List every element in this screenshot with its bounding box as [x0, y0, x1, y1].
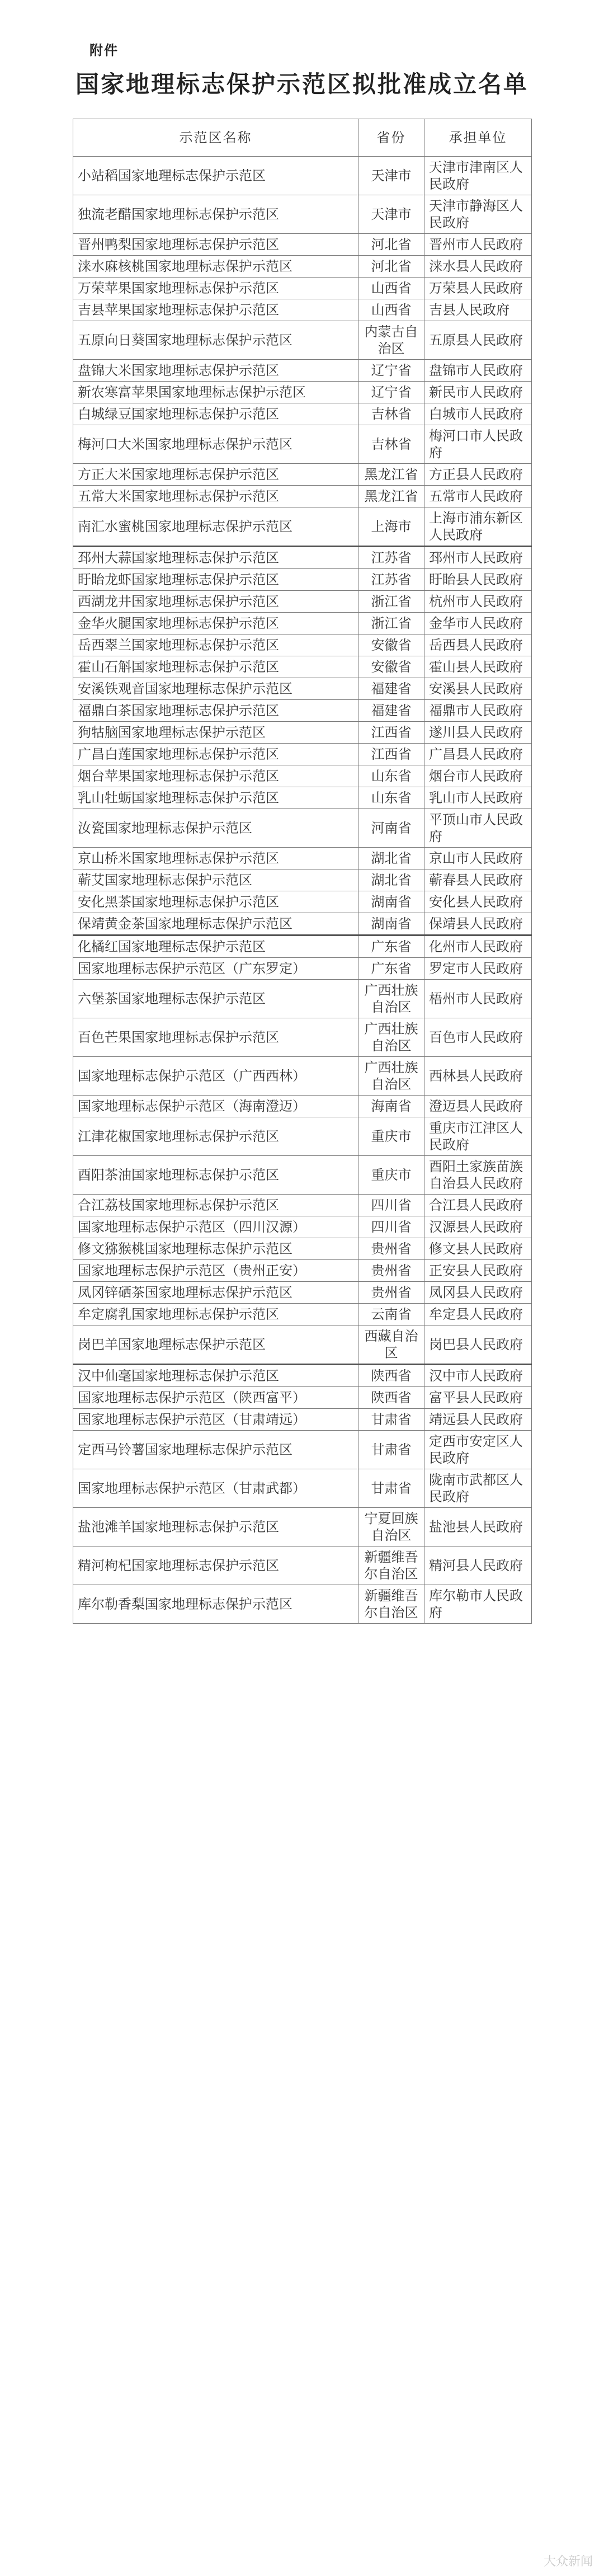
province-cell: 吉林省 — [358, 425, 424, 464]
unit-cell: 涞水县人民政府 — [424, 256, 532, 278]
zone-name-cell: 国家地理标志保护示范区（四川汉源） — [73, 1216, 358, 1238]
province-cell: 甘肃省 — [358, 1409, 424, 1431]
unit-cell: 京山市人民政府 — [424, 848, 532, 869]
unit-cell: 重庆市江津区人民政府 — [424, 1117, 532, 1156]
zone-name-cell: 广昌白莲国家地理标志保护示范区 — [73, 744, 358, 765]
zone-name-cell: 晋州鸭梨国家地理标志保护示范区 — [73, 234, 358, 256]
zone-name-cell: 盐池滩羊国家地理标志保护示范区 — [73, 1508, 358, 1546]
zone-name-cell: 万荣苹果国家地理标志保护示范区 — [73, 278, 358, 299]
unit-cell: 遂川县人民政府 — [424, 722, 532, 744]
zone-name-cell: 百色芒果国家地理标志保护示范区 — [73, 1018, 358, 1057]
zone-name-cell: 牟定腐乳国家地理标志保护示范区 — [73, 1304, 358, 1325]
province-cell: 山东省 — [358, 765, 424, 787]
zone-name-cell: 新农寒富苹果国家地理标志保护示范区 — [73, 382, 358, 403]
table-row — [73, 656, 532, 678]
unit-cell: 梧州市人民政府 — [424, 980, 532, 1018]
zone-name-cell: 霍山石斛国家地理标志保护示范区 — [73, 656, 358, 678]
table-row — [73, 1469, 532, 1508]
table-row — [73, 869, 532, 891]
unit-cell: 定西市安定区人民政府 — [424, 1431, 532, 1469]
zone-name-cell: 独流老醋国家地理标志保护示范区 — [73, 195, 358, 234]
province-cell: 上海市 — [358, 507, 424, 547]
unit-cell: 精河县人民政府 — [424, 1546, 532, 1585]
province-cell: 浙江省 — [358, 613, 424, 634]
table-row — [73, 382, 532, 403]
table-row — [73, 1195, 532, 1216]
table-row — [73, 809, 532, 848]
province-cell: 安徽省 — [358, 656, 424, 678]
table-row — [73, 1585, 532, 1624]
table-row — [73, 278, 532, 299]
zone-name-cell: 白城绿豆国家地理标志保护示范区 — [73, 403, 358, 425]
unit-cell: 蕲春县人民政府 — [424, 869, 532, 891]
unit-cell: 合江县人民政府 — [424, 1195, 532, 1216]
table-row — [73, 1546, 532, 1585]
table-row — [73, 1260, 532, 1282]
zone-name-cell: 涞水麻核桃国家地理标志保护示范区 — [73, 256, 358, 278]
province-cell: 辽宁省 — [358, 360, 424, 382]
zone-name-cell: 烟台苹果国家地理标志保护示范区 — [73, 765, 358, 787]
table-row — [73, 722, 532, 744]
unit-cell: 平顶山市人民政府 — [424, 809, 532, 848]
province-cell: 广东省 — [358, 936, 424, 958]
table-row — [73, 569, 532, 591]
table-row — [73, 744, 532, 765]
province-cell: 江西省 — [358, 744, 424, 765]
zone-name-cell: 合江荔枝国家地理标志保护示范区 — [73, 1195, 358, 1216]
province-cell: 四川省 — [358, 1216, 424, 1238]
table-row — [73, 613, 532, 634]
unit-cell: 库尔勒市人民政府 — [424, 1585, 532, 1624]
zone-name-cell: 修文猕猴桃国家地理标志保护示范区 — [73, 1238, 358, 1260]
unit-cell: 万荣县人民政府 — [424, 278, 532, 299]
zone-name-cell: 国家地理标志保护示范区（广西西林） — [73, 1057, 358, 1096]
zone-name-cell: 国家地理标志保护示范区（贵州正安） — [73, 1260, 358, 1282]
table-row — [73, 591, 532, 613]
province-cell: 陕西省 — [358, 1387, 424, 1409]
zone-name-cell: 盱眙龙虾国家地理标志保护示范区 — [73, 569, 358, 591]
province-cell: 宁夏回族自治区 — [358, 1508, 424, 1546]
province-cell: 广东省 — [358, 958, 424, 980]
table-row — [73, 1387, 532, 1409]
province-cell: 广西壮族自治区 — [358, 1057, 424, 1096]
zone-name-cell: 国家地理标志保护示范区（甘肃武都） — [73, 1469, 358, 1508]
unit-cell: 乳山市人民政府 — [424, 787, 532, 809]
table-row — [73, 700, 532, 722]
watermark: 大众新闻 — [543, 2555, 593, 2569]
province-cell: 河北省 — [358, 256, 424, 278]
zone-name-cell: 福鼎白茶国家地理标志保护示范区 — [73, 700, 358, 722]
unit-cell: 牟定县人民政府 — [424, 1304, 532, 1325]
province-cell: 湖南省 — [358, 891, 424, 913]
zone-name-cell: 岗巴羊国家地理标志保护示范区 — [73, 1325, 358, 1365]
table-row — [73, 1057, 532, 1096]
table-row — [73, 1508, 532, 1546]
demo-zone-table — [73, 119, 532, 1624]
table-row — [73, 1282, 532, 1304]
unit-cell: 天津市静海区人民政府 — [424, 195, 532, 234]
province-cell: 广西壮族自治区 — [358, 1018, 424, 1057]
province-cell: 甘肃省 — [358, 1469, 424, 1508]
table-row — [73, 234, 532, 256]
table-row — [73, 1365, 532, 1387]
unit-cell: 杭州市人民政府 — [424, 591, 532, 613]
zone-name-cell: 梅河口大米国家地理标志保护示范区 — [73, 425, 358, 464]
zone-name-cell: 定西马铃薯国家地理标志保护示范区 — [73, 1431, 358, 1469]
table-row — [73, 507, 532, 547]
unit-cell: 化州市人民政府 — [424, 936, 532, 958]
unit-cell: 霍山县人民政府 — [424, 656, 532, 678]
province-cell: 江苏省 — [358, 547, 424, 569]
zone-name-cell: 凤冈锌硒茶国家地理标志保护示范区 — [73, 1282, 358, 1304]
page-title: 国家地理标志保护示范区拟批准成立名单 — [75, 70, 528, 98]
zone-name-cell: 汉中仙毫国家地理标志保护示范区 — [73, 1365, 358, 1387]
province-cell: 黑龙江省 — [358, 464, 424, 486]
zone-name-cell: 西湖龙井国家地理标志保护示范区 — [73, 591, 358, 613]
table-row — [73, 1431, 532, 1469]
unit-cell: 上海市浦东新区人民政府 — [424, 507, 532, 547]
province-cell: 甘肃省 — [358, 1431, 424, 1469]
province-cell: 安徽省 — [358, 634, 424, 656]
zone-name-cell: 狗牯脑国家地理标志保护示范区 — [73, 722, 358, 744]
table-row — [73, 787, 532, 809]
zone-name-cell: 蕲艾国家地理标志保护示范区 — [73, 869, 358, 891]
column-header-unit: 承担单位 — [424, 119, 532, 157]
table-row — [73, 1325, 532, 1365]
table-row — [73, 547, 532, 569]
zone-name-cell: 汝瓷国家地理标志保护示范区 — [73, 809, 358, 848]
unit-cell: 西林县人民政府 — [424, 1057, 532, 1096]
unit-cell: 岗巴县人民政府 — [424, 1325, 532, 1365]
zone-name-cell: 国家地理标志保护示范区（广东罗定） — [73, 958, 358, 980]
unit-cell: 五原县人民政府 — [424, 321, 532, 360]
unit-cell: 保靖县人民政府 — [424, 913, 532, 936]
table-row — [73, 765, 532, 787]
table-row — [73, 1409, 532, 1431]
table-row — [73, 1238, 532, 1260]
table-row — [73, 678, 532, 700]
province-cell: 陕西省 — [358, 1365, 424, 1387]
unit-cell: 吉县人民政府 — [424, 299, 532, 321]
column-header-province: 省份 — [358, 119, 424, 157]
province-cell: 浙江省 — [358, 591, 424, 613]
unit-cell: 罗定市人民政府 — [424, 958, 532, 980]
unit-cell: 福鼎市人民政府 — [424, 700, 532, 722]
unit-cell: 天津市津南区人民政府 — [424, 157, 532, 195]
province-cell: 重庆市 — [358, 1156, 424, 1195]
province-cell: 吉林省 — [358, 403, 424, 425]
unit-cell: 汉中市人民政府 — [424, 1365, 532, 1387]
zone-name-cell: 京山桥米国家地理标志保护示范区 — [73, 848, 358, 869]
province-cell: 江苏省 — [358, 569, 424, 591]
province-cell: 天津市 — [358, 195, 424, 234]
unit-cell: 安溪县人民政府 — [424, 678, 532, 700]
zone-name-cell: 吉县苹果国家地理标志保护示范区 — [73, 299, 358, 321]
unit-cell: 广昌县人民政府 — [424, 744, 532, 765]
table-row — [73, 157, 532, 195]
unit-cell: 安化县人民政府 — [424, 891, 532, 913]
table-row — [73, 1117, 532, 1156]
table-header-row — [73, 119, 532, 157]
zone-name-cell: 邳州大蒜国家地理标志保护示范区 — [73, 547, 358, 569]
unit-cell: 正安县人民政府 — [424, 1260, 532, 1282]
province-cell: 山东省 — [358, 787, 424, 809]
table-row — [73, 299, 532, 321]
table-row — [73, 360, 532, 382]
table-row — [73, 256, 532, 278]
unit-cell: 白城市人民政府 — [424, 403, 532, 425]
province-cell: 黑龙江省 — [358, 486, 424, 507]
table-row — [73, 1096, 532, 1117]
province-cell: 江西省 — [358, 722, 424, 744]
unit-cell: 盘锦市人民政府 — [424, 360, 532, 382]
table-row — [73, 980, 532, 1018]
zone-name-cell: 金华火腿国家地理标志保护示范区 — [73, 613, 358, 634]
province-cell: 内蒙古自治区 — [358, 321, 424, 360]
province-cell: 海南省 — [358, 1096, 424, 1117]
unit-cell: 邳州市人民政府 — [424, 547, 532, 569]
table-row — [73, 936, 532, 958]
table-row — [73, 848, 532, 869]
province-cell: 四川省 — [358, 1195, 424, 1216]
zone-name-cell: 国家地理标志保护示范区（陕西富平） — [73, 1387, 358, 1409]
province-cell: 新疆维吾尔自治区 — [358, 1585, 424, 1624]
province-cell: 新疆维吾尔自治区 — [358, 1546, 424, 1585]
zone-name-cell: 安化黑茶国家地理标志保护示范区 — [73, 891, 358, 913]
table-row — [73, 464, 532, 486]
province-cell: 山西省 — [358, 278, 424, 299]
unit-cell: 凤冈县人民政府 — [424, 1282, 532, 1304]
table-row — [73, 634, 532, 656]
province-cell: 辽宁省 — [358, 382, 424, 403]
province-cell: 山西省 — [358, 299, 424, 321]
zone-name-cell: 库尔勒香梨国家地理标志保护示范区 — [73, 1585, 358, 1624]
zone-name-cell: 六堡茶国家地理标志保护示范区 — [73, 980, 358, 1018]
table-row — [73, 958, 532, 980]
province-cell: 西藏自治区 — [358, 1325, 424, 1365]
table-row — [73, 425, 532, 464]
table-body — [73, 157, 532, 1624]
zone-name-cell: 小站稻国家地理标志保护示范区 — [73, 157, 358, 195]
unit-cell: 烟台市人民政府 — [424, 765, 532, 787]
province-cell: 河南省 — [358, 809, 424, 848]
unit-cell: 五常市人民政府 — [424, 486, 532, 507]
table-row — [73, 486, 532, 507]
unit-cell: 晋州市人民政府 — [424, 234, 532, 256]
zone-name-cell: 国家地理标志保护示范区（海南澄迈） — [73, 1096, 358, 1117]
province-cell: 福建省 — [358, 678, 424, 700]
zone-name-cell: 岳西翠兰国家地理标志保护示范区 — [73, 634, 358, 656]
table-row — [73, 321, 532, 360]
zone-name-cell: 国家地理标志保护示范区（甘肃靖远） — [73, 1409, 358, 1431]
table-row — [73, 1018, 532, 1057]
zone-name-cell: 精河枸杞国家地理标志保护示范区 — [73, 1546, 358, 1585]
unit-cell: 梅河口市人民政府 — [424, 425, 532, 464]
table-row — [73, 1304, 532, 1325]
unit-cell: 盐池县人民政府 — [424, 1508, 532, 1546]
zone-name-cell: 化橘红国家地理标志保护示范区 — [73, 936, 358, 958]
unit-cell: 富平县人民政府 — [424, 1387, 532, 1409]
unit-cell: 靖远县人民政府 — [424, 1409, 532, 1431]
zone-name-cell: 五常大米国家地理标志保护示范区 — [73, 486, 358, 507]
table-row — [73, 195, 532, 234]
province-cell: 河北省 — [358, 234, 424, 256]
province-cell: 云南省 — [358, 1304, 424, 1325]
province-cell: 贵州省 — [358, 1260, 424, 1282]
zone-name-cell: 方正大米国家地理标志保护示范区 — [73, 464, 358, 486]
unit-cell: 方正县人民政府 — [424, 464, 532, 486]
province-cell: 湖北省 — [358, 869, 424, 891]
province-cell: 重庆市 — [358, 1117, 424, 1156]
table-row — [73, 403, 532, 425]
province-cell: 湖南省 — [358, 913, 424, 936]
unit-cell: 汉源县人民政府 — [424, 1216, 532, 1238]
unit-cell: 新民市人民政府 — [424, 382, 532, 403]
zone-name-cell: 乳山牡蛎国家地理标志保护示范区 — [73, 787, 358, 809]
unit-cell: 岳西县人民政府 — [424, 634, 532, 656]
zone-name-cell: 江津花椒国家地理标志保护示范区 — [73, 1117, 358, 1156]
unit-cell: 金华市人民政府 — [424, 613, 532, 634]
column-header-name: 示范区名称 — [73, 119, 358, 157]
zone-name-cell: 五原向日葵国家地理标志保护示范区 — [73, 321, 358, 360]
province-cell: 广西壮族自治区 — [358, 980, 424, 1018]
province-cell: 福建省 — [358, 700, 424, 722]
zone-name-cell: 南汇水蜜桃国家地理标志保护示范区 — [73, 507, 358, 547]
table-row — [73, 1216, 532, 1238]
province-cell: 天津市 — [358, 157, 424, 195]
province-cell: 湖北省 — [358, 848, 424, 869]
zone-name-cell: 酉阳茶油国家地理标志保护示范区 — [73, 1156, 358, 1195]
unit-cell: 盱眙县人民政府 — [424, 569, 532, 591]
zone-name-cell: 盘锦大米国家地理标志保护示范区 — [73, 360, 358, 382]
zone-name-cell: 安溪铁观音国家地理标志保护示范区 — [73, 678, 358, 700]
table-row — [73, 891, 532, 913]
unit-cell: 酉阳土家族苗族自治县人民政府 — [424, 1156, 532, 1195]
table-row — [73, 1156, 532, 1195]
unit-cell: 修文县人民政府 — [424, 1238, 532, 1260]
province-cell: 贵州省 — [358, 1238, 424, 1260]
unit-cell: 澄迈县人民政府 — [424, 1096, 532, 1117]
zone-name-cell: 保靖黄金茶国家地理标志保护示范区 — [73, 913, 358, 936]
unit-cell: 陇南市武都区人民政府 — [424, 1469, 532, 1508]
attachment-label: 附件 — [89, 43, 119, 58]
province-cell: 贵州省 — [358, 1282, 424, 1304]
unit-cell: 百色市人民政府 — [424, 1018, 532, 1057]
table-row — [73, 913, 532, 936]
